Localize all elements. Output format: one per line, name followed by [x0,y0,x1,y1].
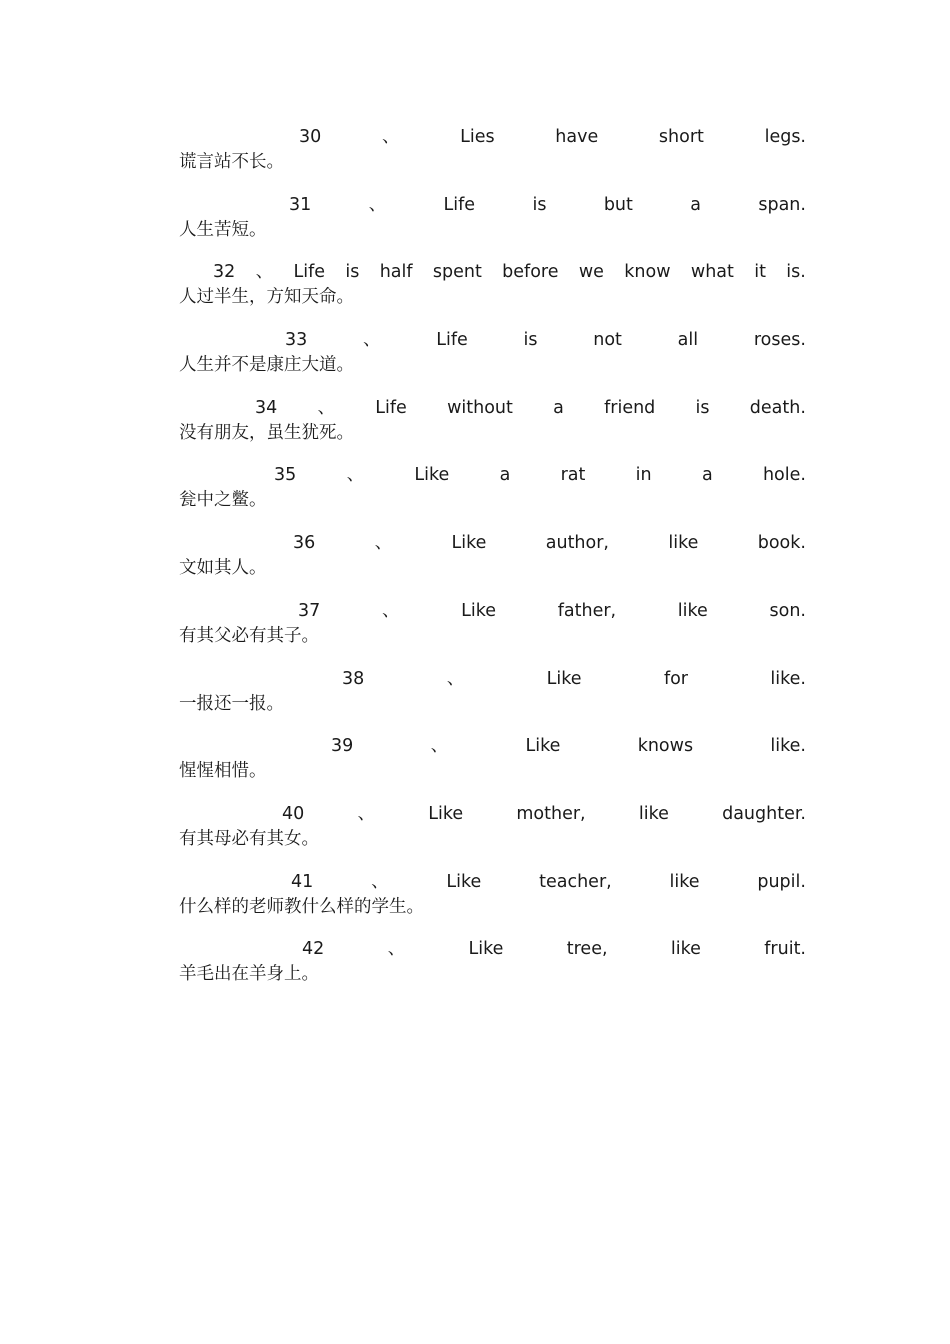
proverb-word: a [701,465,713,486]
english-proverb [179,530,806,556]
proverb-word: hole. [762,465,806,486]
proverb-word: Life [293,262,326,283]
proverb-word: a [499,465,511,486]
proverb-word: Life [443,194,476,215]
proverb-number: 40 [282,803,305,824]
proverb-entry [179,124,806,192]
proverb-word: is [695,397,710,418]
english-proverb [179,327,806,353]
proverb-word: fruit. [764,939,806,960]
proverb-number: 36 [293,533,316,554]
proverb-word: Like [546,668,582,689]
proverb-word: death. [749,397,806,418]
proverb-word: like [670,939,701,960]
proverb-word: half [379,262,413,283]
english-proverb [179,869,806,895]
proverb-word: is. [786,262,806,283]
proverb-word: Life [436,330,468,351]
proverb-word: span. [758,194,806,215]
proverb-word: Like [414,465,450,486]
proverb-word: like. [770,736,806,757]
proverb-number: 32 [213,262,236,283]
proverb-entry [179,462,806,530]
chinese-translation: 文如其人。 [179,558,267,579]
english-proverb [179,936,806,962]
proverb-entry [179,530,806,598]
proverb-number: 39 [331,736,354,757]
enumeration-mark: 、 [255,262,274,283]
proverb-word: mother, [516,803,586,824]
proverb-word: rat [560,465,586,486]
chinese-translation: 人过半生，方知天命。 [179,287,354,308]
chinese-translation: 什么样的老师教什么样的学生。 [179,896,424,917]
chinese-translation: 有其母必有其女。 [179,828,319,849]
enumeration-mark: 、 [317,397,336,418]
proverb-word: is [523,330,538,351]
proverb-number: 42 [302,939,325,960]
chinese-translation: 惺惺相惜。 [179,761,267,782]
proverb-word: Like [446,871,482,892]
proverb-word: pupil. [757,871,806,892]
proverb-word: like [677,600,708,621]
chinese-translation: 一报还一报。 [179,693,284,714]
proverb-word: friend [604,397,656,418]
proverb-word: it [754,262,766,283]
proverb-word: we [578,262,604,283]
proverb-entry [179,395,806,463]
proverb-entry [179,259,806,327]
english-proverb [179,598,806,624]
proverb-word: Like [428,803,464,824]
proverb-word: what [690,262,734,283]
chinese-translation: 谎言站不长。 [179,152,284,172]
enumeration-mark: 、 [357,803,376,824]
chinese-translation: 有其父必有其子。 [179,625,319,646]
english-proverb [179,462,806,488]
proverb-word: for [663,668,688,689]
proverb-word: book. [757,533,806,554]
proverb-word: Lies [460,127,495,147]
proverb-word: like. [770,668,806,689]
proverb-word: know [624,262,671,283]
proverb-entry [179,327,806,395]
enumeration-mark: 、 [371,871,389,892]
chinese-translation: 瓮中之鳖。 [179,490,267,511]
proverb-number: 31 [289,194,312,215]
proverb-word: tree, [566,939,608,960]
english-proverb [179,259,806,285]
proverb-word: all [677,330,699,351]
proverb-word: knows [637,736,694,757]
enumeration-mark: 、 [381,127,400,147]
proverb-word: but [603,194,633,215]
proverb-word: father, [557,600,617,621]
enumeration-mark: 、 [368,194,387,215]
proverb-word: like [668,533,699,554]
proverb-word: spent [432,262,482,283]
english-proverb [179,395,806,421]
proverb-word: Like [461,600,497,621]
proverb-word: not [593,330,622,351]
proverb-entry [179,192,806,260]
proverb-word: like [669,871,700,892]
enumeration-mark: 、 [363,330,381,351]
english-proverb [179,801,806,827]
proverb-word: legs. [764,127,806,147]
enumeration-mark: 、 [430,736,449,757]
english-proverb [179,733,806,759]
proverb-word: Like [451,533,487,554]
proverb-word: a [690,194,701,215]
proverb-word: roses. [753,330,806,351]
english-proverb [179,192,806,218]
proverb-number: 33 [285,330,308,351]
proverb-word: daughter. [722,803,806,824]
proverb-word: a [553,397,564,418]
chinese-translation: 人生苦短。 [179,219,267,240]
enumeration-mark: 、 [346,465,365,486]
proverb-number: 35 [274,465,297,486]
proverb-word: teacher, [539,871,612,892]
proverb-entry [179,598,806,666]
proverb-entry [179,733,806,801]
proverb-entry [179,936,806,1004]
enumeration-mark: 、 [387,939,406,960]
chinese-translation: 羊毛出在羊身上。 [179,964,319,985]
proverb-word: in [635,465,652,486]
proverb-word: have [555,127,599,147]
enumeration-mark: 、 [381,600,400,621]
proverb-word: without [447,397,513,418]
proverb-entry [179,666,806,734]
proverb-entry [179,869,806,937]
proverb-word: son. [769,600,806,621]
proverb-entry [179,801,806,869]
english-proverb [179,124,806,150]
proverb-word: Life [375,397,407,418]
proverb-number: 34 [255,397,278,418]
proverb-word: author, [545,533,609,554]
proverb-number: 38 [342,668,365,689]
proverb-word: short [658,127,704,147]
proverb-word: like [638,803,669,824]
proverb-word: Like [525,736,561,757]
english-proverb [179,666,806,692]
proverb-number: 37 [298,600,321,621]
proverb-number: 41 [291,871,314,892]
chinese-translation: 人生并不是康庄大道。 [179,355,354,376]
proverb-list [179,124,806,1004]
proverb-word: is [532,194,547,215]
proverb-number: 30 [299,127,322,147]
proverb-word: before [502,262,559,283]
enumeration-mark: 、 [446,668,465,689]
proverb-word: is [345,262,360,283]
chinese-translation: 没有朋友，虽生犹死。 [179,422,354,443]
proverb-word: Like [468,939,504,960]
enumeration-mark: 、 [374,533,393,554]
